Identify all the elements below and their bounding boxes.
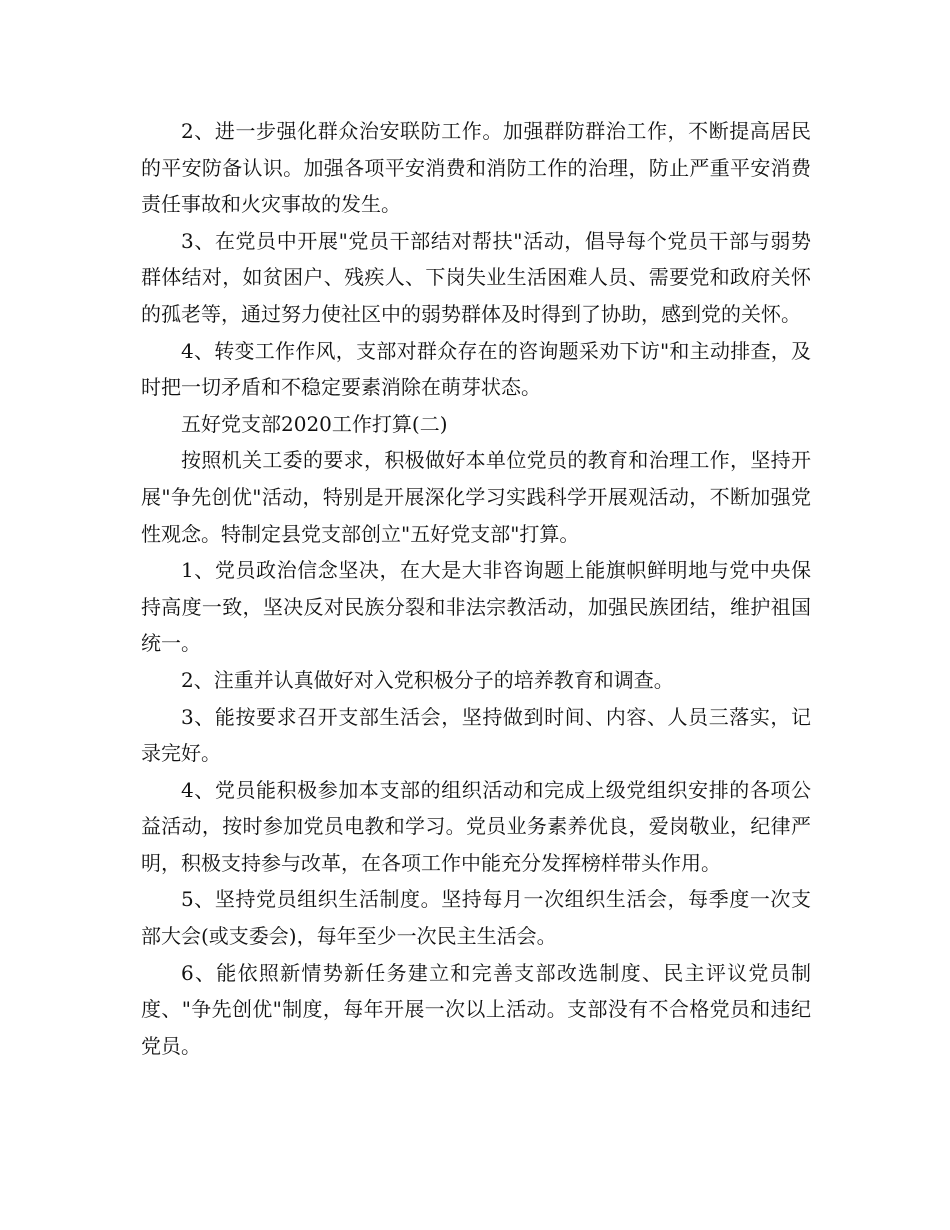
paragraph-security-patrol: 2、进一步强化群众治安联防工作。加强群防群治工作，不断提高居民的平安防备认识。加强各项平安消费和消防工作的治理，防止严重平安消费责任事故和火灾事故的发生。 xyxy=(141,119,811,217)
paragraph-activist-training: 2、注重并认真做好对入党积极分子的培养教育和调查。 xyxy=(181,667,674,692)
paragraph-political-belief: 1、党员政治信念坚决，在大是大非咨询题上能旗帜鲜明地与党中央保持高度一致，坚决反对民族分裂和非法宗教活动，加强民族团结，维护祖国统一。 xyxy=(141,558,811,656)
paragraph-intro: 按照机关工委的要求，积极做好本单位党员的教育和治理工作，坚持开展"争先创优"活动，特别是开展深化学习实践科学开展观活动，不断加强党性观念。特制定县党支部创立"五好党支部"打算。 xyxy=(141,448,811,546)
paragraph-pairing-assistance: 3、在党员中开展"党员干部结对帮扶"活动，倡导每个党员干部与弱势群体结对，如贫困户、残疾人、下岗失业生活困难人员、需要党和政府关怀的孤老等，通过努力使社区中的弱势群体及时得到了协助，感到党的关怀。 xyxy=(141,228,811,326)
section-heading: 五好党支部2020工作打算(二) xyxy=(181,411,448,436)
paragraph-member-activities: 4、党员能积极参加本支部的组织活动和完成上级党组织安排的各项公益活动，按时参加党员电教和学习。党员业务素养优良，爱岗敬业，纪律严明，积极支持参与改革，在各项工作中能充分发挥榜样带头作用。 xyxy=(141,777,811,875)
paragraph-branch-meeting: 3、能按要求召开支部生活会，坚持做到时间、内容、人员三落实，记录完好。 xyxy=(141,704,811,766)
paragraph-system-building: 6、能依照新情势新任务建立和完善支部改选制度、民主评议党员制度、"争先创优"制度，每年开展一次以上活动。支部没有不合格党员和违纪党员。 xyxy=(141,960,811,1058)
paragraph-work-style: 4、转变工作作风，支部对群众存在的咨询题采劝下访"和主动排查，及时把一切矛盾和不稳定要素消除在萌芽状态。 xyxy=(141,338,811,400)
paragraph-organization-life: 5、坚持党员组织生活制度。坚持每月一次组织生活会，每季度一次支部大会(或支委会)，每年至少一次民主生活会。 xyxy=(141,887,811,949)
document-body xyxy=(141,113,811,1064)
